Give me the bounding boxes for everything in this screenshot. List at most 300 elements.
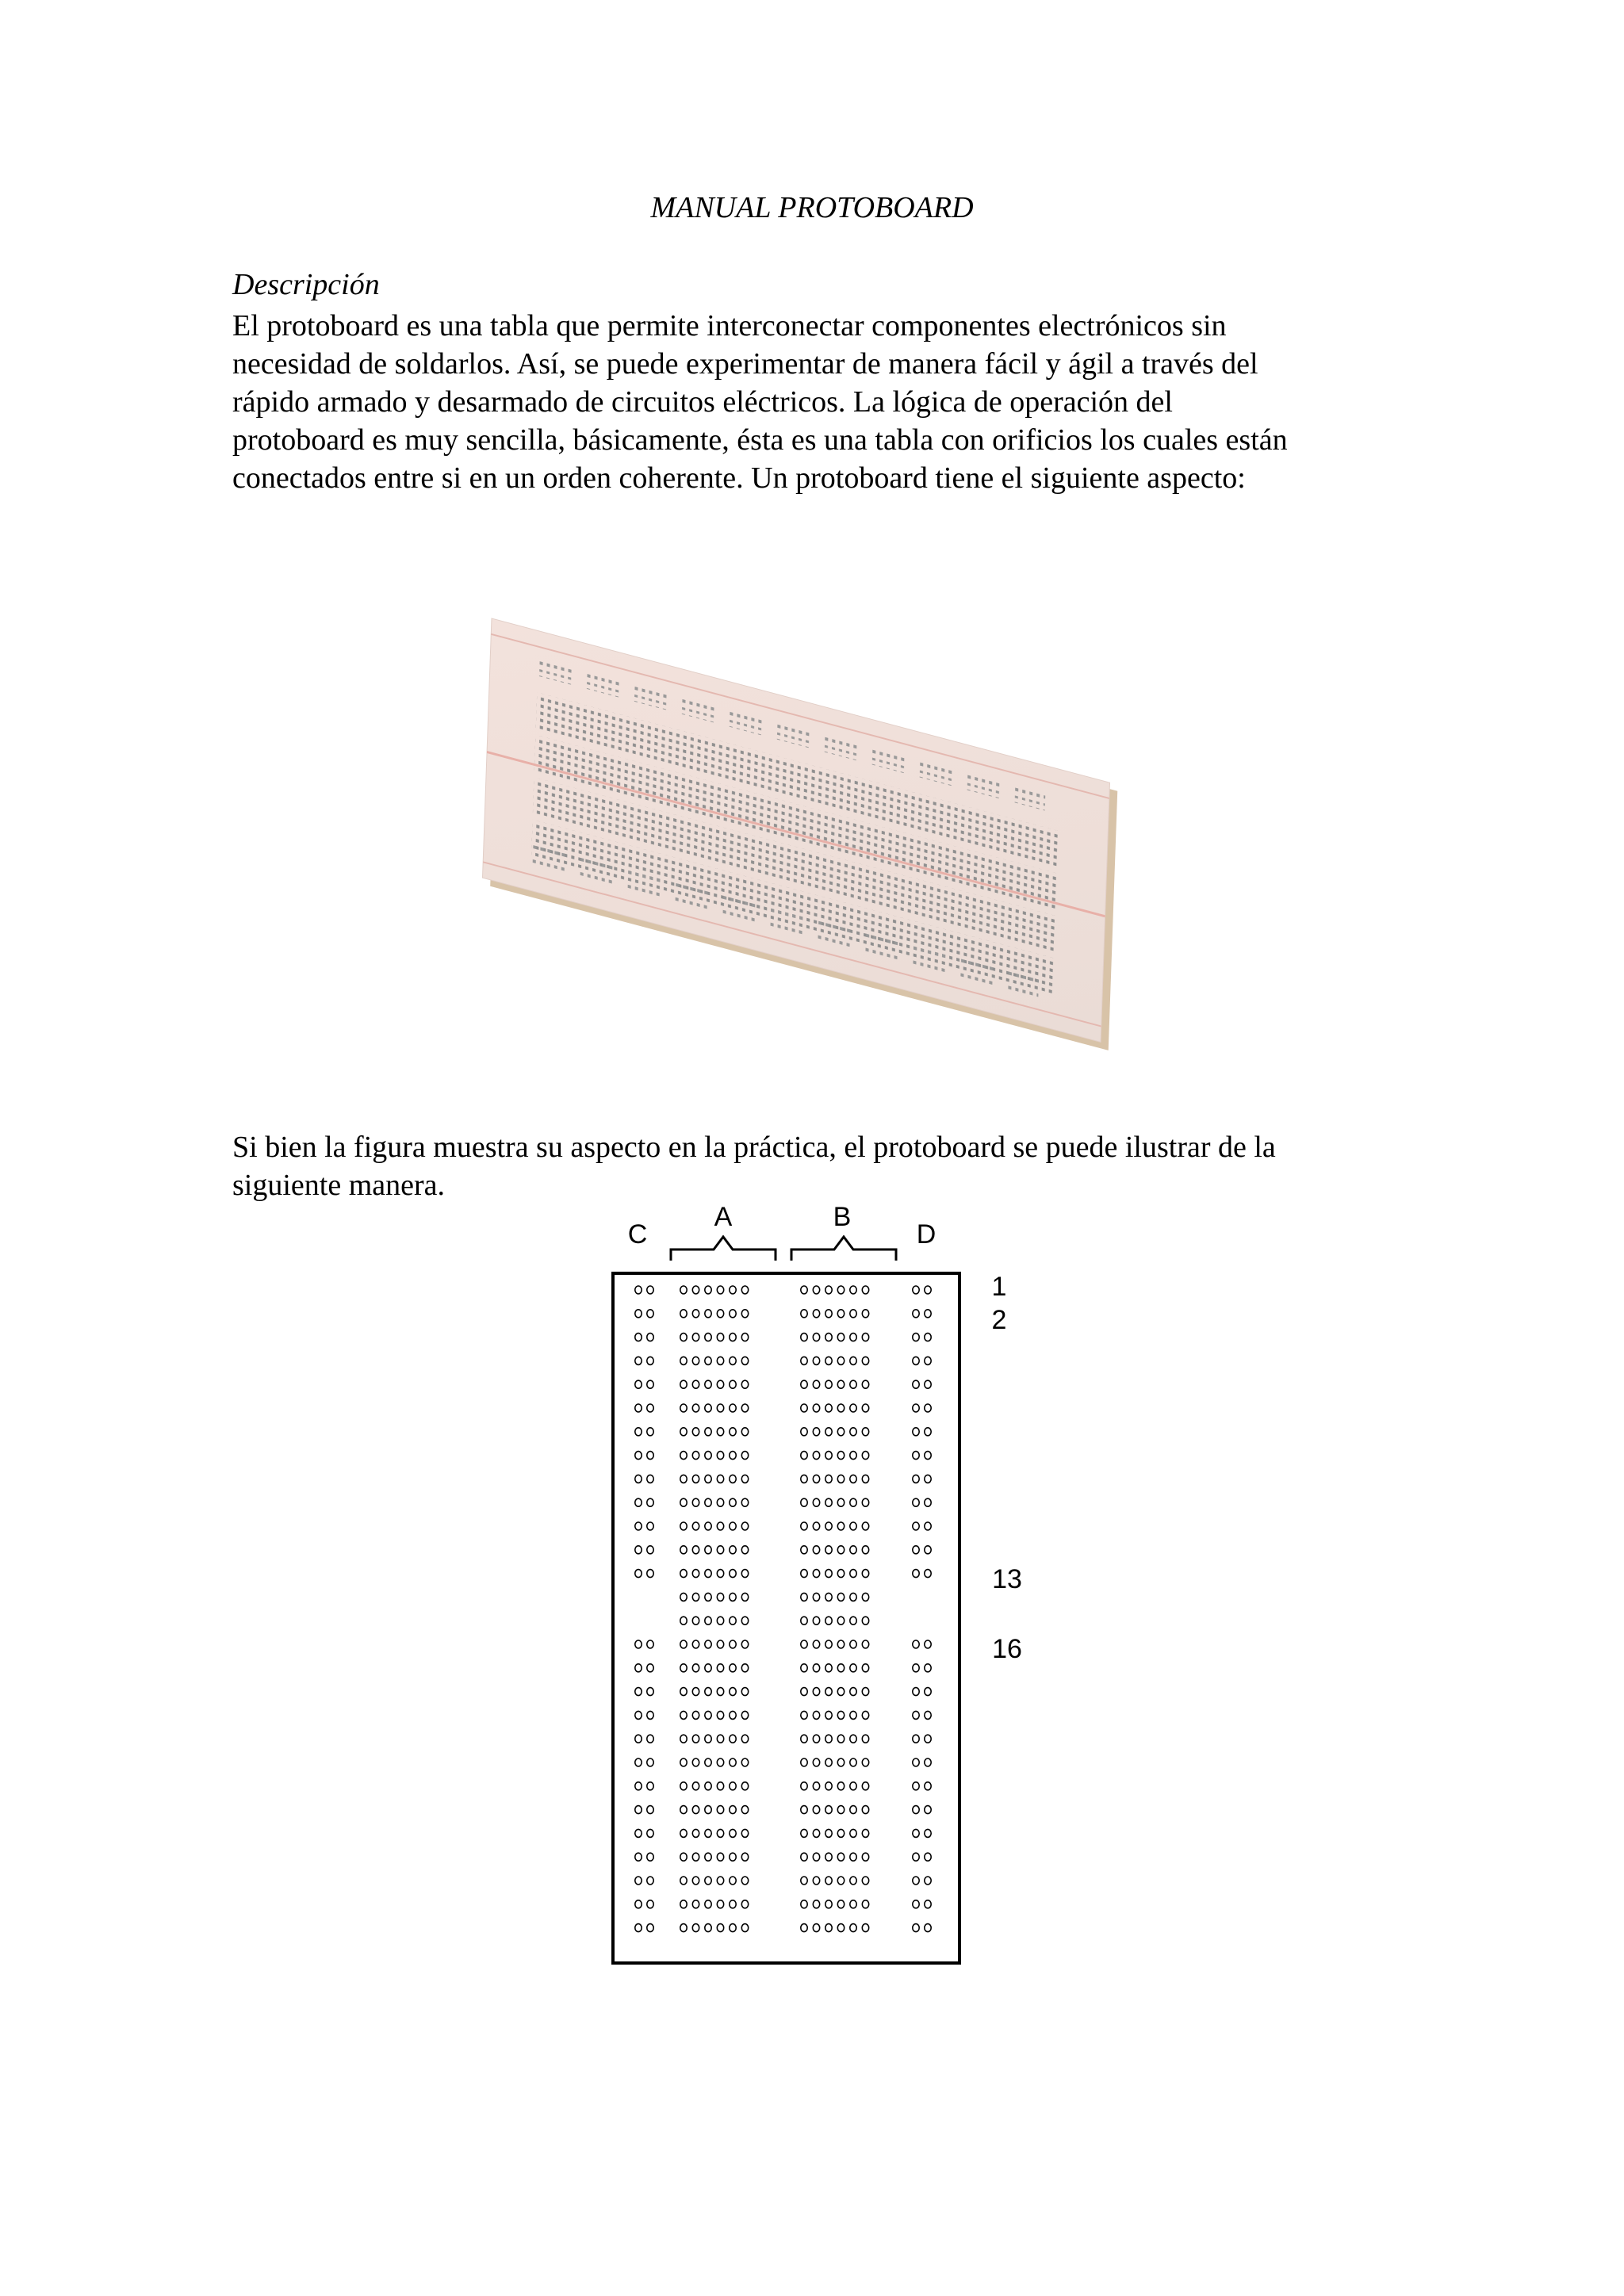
- hole: [692, 1735, 699, 1743]
- hole: [862, 1924, 868, 1932]
- hole: [647, 1522, 653, 1530]
- hole-grid: [635, 1286, 931, 1932]
- hole: [635, 1334, 642, 1341]
- hole: [825, 1900, 832, 1908]
- hole: [647, 1570, 653, 1578]
- column-label-d: D: [916, 1219, 936, 1249]
- hole: [730, 1522, 736, 1530]
- hole: [825, 1498, 832, 1506]
- hole: [801, 1829, 807, 1837]
- column-label-c: C: [627, 1219, 648, 1249]
- hole: [705, 1593, 711, 1601]
- hole: [705, 1853, 711, 1861]
- hole: [813, 1735, 819, 1743]
- hole: [813, 1688, 819, 1696]
- hole: [837, 1664, 844, 1672]
- column-label-b: B: [833, 1202, 852, 1232]
- hole: [837, 1617, 844, 1624]
- hole: [837, 1711, 844, 1719]
- hole: [850, 1498, 856, 1506]
- hole: [925, 1310, 931, 1318]
- hole: [913, 1688, 919, 1696]
- hole: [862, 1806, 868, 1814]
- hole: [717, 1711, 723, 1719]
- hole: [730, 1853, 736, 1861]
- hole: [717, 1900, 723, 1908]
- hole: [680, 1617, 687, 1624]
- hole: [813, 1924, 819, 1932]
- hole: [862, 1286, 868, 1294]
- bracket-a: [671, 1237, 776, 1261]
- hole: [680, 1452, 687, 1460]
- hole: [813, 1664, 819, 1672]
- hole: [730, 1570, 736, 1578]
- hole: [680, 1735, 687, 1743]
- hole: [705, 1404, 711, 1412]
- hole: [925, 1900, 931, 1908]
- hole: [837, 1640, 844, 1648]
- hole: [717, 1475, 723, 1483]
- hole: [837, 1452, 844, 1460]
- hole: [913, 1570, 919, 1578]
- protoboard-diagram: [603, 1197, 1047, 1974]
- hole: [647, 1380, 653, 1388]
- hole: [850, 1310, 856, 1318]
- hole: [730, 1617, 736, 1624]
- hole: [680, 1570, 687, 1578]
- hole: [913, 1498, 919, 1506]
- hole: [862, 1829, 868, 1837]
- hole: [647, 1404, 653, 1412]
- hole: [837, 1546, 844, 1554]
- hole: [913, 1640, 919, 1648]
- hole: [717, 1310, 723, 1318]
- hole: [862, 1522, 868, 1530]
- paragraph-illustration: [232, 1128, 1422, 1204]
- hole: [837, 1404, 844, 1412]
- hole: [837, 1782, 844, 1790]
- hole: [825, 1334, 832, 1341]
- hole: [692, 1475, 699, 1483]
- hole: [913, 1452, 919, 1460]
- hole: [801, 1664, 807, 1672]
- hole: [825, 1924, 832, 1932]
- hole: [680, 1782, 687, 1790]
- hole: [635, 1640, 642, 1648]
- hole: [692, 1286, 699, 1294]
- hole: [692, 1617, 699, 1624]
- hole: [692, 1428, 699, 1436]
- hole: [705, 1924, 711, 1932]
- hole: [635, 1498, 642, 1506]
- hole: [850, 1853, 856, 1861]
- hole: [741, 1782, 748, 1790]
- hole: [813, 1546, 819, 1554]
- hole: [925, 1829, 931, 1837]
- hole: [925, 1711, 931, 1719]
- hole: [825, 1452, 832, 1460]
- hole: [925, 1357, 931, 1364]
- hole: [705, 1570, 711, 1578]
- document-title: MANUAL PROTOBOARD: [650, 191, 974, 224]
- hole: [692, 1310, 699, 1318]
- hole: [680, 1522, 687, 1530]
- hole: [801, 1380, 807, 1388]
- hole: [925, 1664, 931, 1672]
- hole: [850, 1735, 856, 1743]
- hole: [635, 1806, 642, 1814]
- hole: [717, 1593, 723, 1601]
- hole: [717, 1452, 723, 1460]
- hole: [925, 1334, 931, 1341]
- hole: [825, 1617, 832, 1624]
- hole: [813, 1428, 819, 1436]
- hole: [692, 1664, 699, 1672]
- hole: [862, 1357, 868, 1364]
- hole: [862, 1334, 868, 1341]
- hole: [692, 1498, 699, 1506]
- hole: [837, 1380, 844, 1388]
- hole: [717, 1404, 723, 1412]
- hole: [647, 1688, 653, 1696]
- hole: [717, 1664, 723, 1672]
- hole: [647, 1924, 653, 1932]
- hole: [825, 1853, 832, 1861]
- hole: [730, 1380, 736, 1388]
- hole: [837, 1829, 844, 1837]
- hole: [825, 1829, 832, 1837]
- hole: [680, 1546, 687, 1554]
- hole: [635, 1924, 642, 1932]
- hole: [862, 1310, 868, 1318]
- hole: [692, 1640, 699, 1648]
- board-outline: [613, 1273, 959, 1963]
- hole: [862, 1758, 868, 1766]
- hole: [850, 1452, 856, 1460]
- hole: [801, 1404, 807, 1412]
- hole: [635, 1546, 642, 1554]
- hole: [825, 1782, 832, 1790]
- hole: [813, 1570, 819, 1578]
- hole: [825, 1310, 832, 1318]
- bracket-b: [791, 1237, 896, 1261]
- hole: [741, 1617, 748, 1624]
- hole: [692, 1900, 699, 1908]
- hole: [730, 1357, 736, 1364]
- hole: [825, 1877, 832, 1885]
- hole: [635, 1782, 642, 1790]
- hole: [680, 1380, 687, 1388]
- hole: [862, 1640, 868, 1648]
- hole: [825, 1758, 832, 1766]
- hole: [692, 1357, 699, 1364]
- hole: [801, 1640, 807, 1648]
- hole: [850, 1806, 856, 1814]
- hole: [925, 1782, 931, 1790]
- hole: [913, 1522, 919, 1530]
- hole: [680, 1640, 687, 1648]
- hole: [692, 1593, 699, 1601]
- hole: [825, 1711, 832, 1719]
- hole: [705, 1522, 711, 1530]
- hole: [825, 1428, 832, 1436]
- hole: [647, 1286, 653, 1294]
- hole: [741, 1853, 748, 1861]
- hole: [717, 1286, 723, 1294]
- hole: [730, 1829, 736, 1837]
- hole: [692, 1853, 699, 1861]
- hole: [813, 1357, 819, 1364]
- hole: [741, 1546, 748, 1554]
- hole: [825, 1570, 832, 1578]
- hole: [635, 1735, 642, 1743]
- hole: [801, 1570, 807, 1578]
- hole: [913, 1829, 919, 1837]
- hole: [741, 1877, 748, 1885]
- hole: [850, 1782, 856, 1790]
- hole: [925, 1380, 931, 1388]
- hole: [741, 1404, 748, 1412]
- hole: [850, 1829, 856, 1837]
- hole: [913, 1334, 919, 1341]
- hole: [705, 1735, 711, 1743]
- hole: [680, 1853, 687, 1861]
- hole: [837, 1924, 844, 1932]
- hole: [635, 1570, 642, 1578]
- hole: [647, 1853, 653, 1861]
- hole: [837, 1758, 844, 1766]
- hole: [850, 1404, 856, 1412]
- hole: [705, 1877, 711, 1885]
- hole: [730, 1900, 736, 1908]
- hole: [635, 1688, 642, 1696]
- hole: [862, 1782, 868, 1790]
- hole: [705, 1664, 711, 1672]
- hole: [850, 1522, 856, 1530]
- hole: [913, 1711, 919, 1719]
- hole: [717, 1357, 723, 1364]
- hole: [801, 1806, 807, 1814]
- hole: [837, 1593, 844, 1601]
- hole: [925, 1498, 931, 1506]
- hole: [692, 1522, 699, 1530]
- hole: [837, 1310, 844, 1318]
- hole: [913, 1853, 919, 1861]
- hole: [837, 1688, 844, 1696]
- hole: [837, 1357, 844, 1364]
- hole: [741, 1475, 748, 1483]
- hole: [635, 1452, 642, 1460]
- hole: [705, 1711, 711, 1719]
- hole: [862, 1546, 868, 1554]
- hole: [680, 1428, 687, 1436]
- hole: [717, 1758, 723, 1766]
- hole: [692, 1806, 699, 1814]
- hole: [862, 1688, 868, 1696]
- hole: [680, 1404, 687, 1412]
- hole: [837, 1900, 844, 1908]
- hole: [692, 1877, 699, 1885]
- hole: [680, 1688, 687, 1696]
- protoboard-photo: [460, 523, 1174, 1094]
- paragraph-line: conectados entre si en un orden coherente. Un protoboard tiene el siguiente aspecto:: [232, 461, 1246, 495]
- hole: [801, 1758, 807, 1766]
- hole: [635, 1357, 642, 1364]
- hole: [741, 1498, 748, 1506]
- hole: [801, 1286, 807, 1294]
- hole: [741, 1357, 748, 1364]
- hole: [717, 1924, 723, 1932]
- hole: [680, 1711, 687, 1719]
- hole: [813, 1782, 819, 1790]
- hole: [705, 1428, 711, 1436]
- hole: [837, 1570, 844, 1578]
- hole: [647, 1664, 653, 1672]
- hole: [825, 1640, 832, 1648]
- hole: [717, 1498, 723, 1506]
- hole: [635, 1475, 642, 1483]
- hole: [850, 1380, 856, 1388]
- hole: [647, 1310, 653, 1318]
- hole: [850, 1334, 856, 1341]
- hole: [837, 1475, 844, 1483]
- hole: [825, 1593, 832, 1601]
- hole: [801, 1617, 807, 1624]
- hole: [680, 1310, 687, 1318]
- hole: [717, 1688, 723, 1696]
- hole: [692, 1380, 699, 1388]
- hole: [741, 1735, 748, 1743]
- hole: [647, 1877, 653, 1885]
- hole: [692, 1334, 699, 1341]
- hole: [862, 1570, 868, 1578]
- column-label-a: A: [714, 1202, 733, 1232]
- hole: [925, 1688, 931, 1696]
- hole: [741, 1640, 748, 1648]
- hole: [813, 1640, 819, 1648]
- hole: [862, 1452, 868, 1460]
- hole: [825, 1286, 832, 1294]
- hole: [925, 1853, 931, 1861]
- hole: [813, 1310, 819, 1318]
- hole: [825, 1806, 832, 1814]
- hole: [801, 1475, 807, 1483]
- hole: [801, 1924, 807, 1932]
- hole: [837, 1806, 844, 1814]
- hole: [850, 1546, 856, 1554]
- hole: [913, 1924, 919, 1932]
- hole: [647, 1806, 653, 1814]
- hole: [705, 1758, 711, 1766]
- hole: [647, 1900, 653, 1908]
- hole: [692, 1711, 699, 1719]
- row-label-1: 1: [991, 1272, 1007, 1302]
- hole: [647, 1475, 653, 1483]
- hole: [741, 1664, 748, 1672]
- hole: [647, 1357, 653, 1364]
- hole: [813, 1829, 819, 1837]
- hole: [741, 1924, 748, 1932]
- hole: [647, 1782, 653, 1790]
- hole: [913, 1475, 919, 1483]
- hole: [801, 1900, 807, 1908]
- hole: [801, 1546, 807, 1554]
- paragraph-line: rápido armado y desarmado de circuitos eléctricos. La lógica de operación del: [232, 385, 1173, 419]
- hole: [647, 1758, 653, 1766]
- hole: [850, 1758, 856, 1766]
- hole: [705, 1380, 711, 1388]
- hole: [730, 1758, 736, 1766]
- hole: [680, 1593, 687, 1601]
- hole: [635, 1522, 642, 1530]
- hole: [647, 1546, 653, 1554]
- hole: [825, 1522, 832, 1530]
- hole: [680, 1475, 687, 1483]
- hole: [680, 1357, 687, 1364]
- hole: [862, 1711, 868, 1719]
- hole: [635, 1664, 642, 1672]
- hole: [850, 1617, 856, 1624]
- hole: [850, 1924, 856, 1932]
- hole: [862, 1498, 868, 1506]
- hole: [730, 1640, 736, 1648]
- hole: [862, 1853, 868, 1861]
- hole: [730, 1310, 736, 1318]
- hole: [801, 1735, 807, 1743]
- hole: [741, 1334, 748, 1341]
- hole: [705, 1334, 711, 1341]
- hole: [801, 1711, 807, 1719]
- hole: [913, 1806, 919, 1814]
- paragraph-line: necesidad de soldarlos. Así, se puede experimentar de manera fácil y ágil a través del: [232, 347, 1258, 381]
- hole: [730, 1735, 736, 1743]
- hole: [635, 1310, 642, 1318]
- hole: [913, 1758, 919, 1766]
- hole: [801, 1853, 807, 1861]
- hole: [680, 1924, 687, 1932]
- hole: [925, 1758, 931, 1766]
- hole: [801, 1357, 807, 1364]
- hole: [705, 1617, 711, 1624]
- hole: [635, 1829, 642, 1837]
- hole: [813, 1475, 819, 1483]
- hole: [741, 1286, 748, 1294]
- hole: [862, 1664, 868, 1672]
- paragraph-line: protoboard es muy sencilla, básicamente, ésta es una tabla con orificios los cuales están: [232, 423, 1288, 457]
- hole: [741, 1570, 748, 1578]
- hole: [741, 1688, 748, 1696]
- hole: [692, 1452, 699, 1460]
- hole: [692, 1570, 699, 1578]
- hole: [813, 1900, 819, 1908]
- hole: [730, 1782, 736, 1790]
- hole: [730, 1546, 736, 1554]
- hole: [850, 1593, 856, 1601]
- hole: [850, 1640, 856, 1648]
- hole: [635, 1380, 642, 1388]
- hole: [913, 1664, 919, 1672]
- hole: [730, 1452, 736, 1460]
- hole: [813, 1806, 819, 1814]
- hole: [925, 1806, 931, 1814]
- hole: [730, 1924, 736, 1932]
- hole: [913, 1404, 919, 1412]
- hole: [717, 1782, 723, 1790]
- hole: [913, 1310, 919, 1318]
- hole: [680, 1806, 687, 1814]
- hole: [837, 1498, 844, 1506]
- hole: [862, 1380, 868, 1388]
